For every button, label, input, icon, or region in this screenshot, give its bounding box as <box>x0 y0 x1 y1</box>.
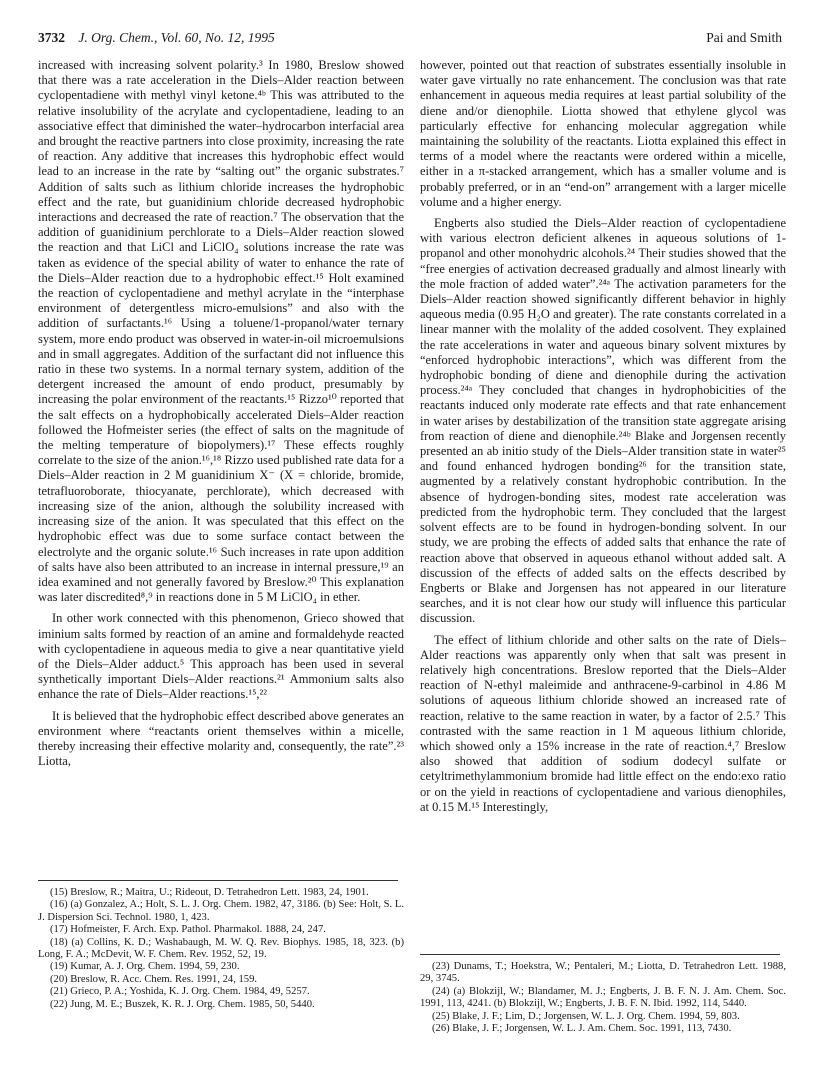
header-authors: Pai and Smith <box>706 30 782 45</box>
left-column <box>38 58 404 775</box>
footnote-rule <box>420 954 780 955</box>
body-paragraph: Engberts also studied the Diels–Alder reaction of cyclopentadiene with various electron deficient alkenes in aqueous solutions of 1-propanol and other monohydric alcohols.²⁴ Their studies showed that the “free energies of activation decreased gradually and almost linearly with the mole fraction of added water”.²⁴ᵃ The activation parameters for the Diels–Alder reaction showed significantly different behavior in highly aqueous media (0.95 H₂O and greater). The rate constants correlated in a linear manner with the molality of the added cosolvent. They explained the rate accelerations in water and aqueous binary solvent mixtures by “enforced hydrophobic interactions”, which was different from the hydrophobic bonding of diene and dienophile during the activation process.²⁴ᵃ They concluded that changes in hydrophobicities of the reactants induced only moderate rate effects and that rate enhancement in water arises by destabilization of the transition state aggregate arising from reaction of diene and dienophile.²⁴ᵇ Blake and Jorgensen recently presented an ab initio study of the Diels–Alder transition state in water²⁵ and found enhanced hydrogen bonding²⁶ for the transition state, augmented by a relatively constant hydrophobic contribution. In the absence of hydrogen-bonding sites, modest rate acceleration was predicted from the hydrophobic term. They concluded that the largest solvent effects are to be found in hydrogen-bonding solvent. In our study, we are probing the effects of added salts that enhance the rate of reaction above that observed in aqueous ethanol without added salt. A discussion of the effects of added salts on the effects described by Engberts or Blake and Jorgensen has not appeared in our literature searches, and it is not clear how our study will influence this particular discussion. <box>420 216 786 626</box>
reference: (16) (a) Gonzalez, A.; Holt, S. L. J. Org. Chem. 1982, 47, 3186. (b) See: Holt, S. L. J. Dispersion Sci. Technol. 1980, 1, 423. <box>38 899 404 923</box>
journal-citation: J. Org. Chem., Vol. 60, No. 12, 1995 <box>78 30 275 45</box>
header-left <box>38 30 275 46</box>
reference: (24) (a) Blokzijl, W.; Blandamer, M. J.; Engberts, J. B. F. N. J. Am. Chem. Soc. 1991, 113, 4241. (b) Blokzijl, W.; Engberts, J. B. F. N. Ibid. 1992, 114, 5440. <box>420 985 786 1010</box>
body-paragraph: The effect of lithium chloride and other salts on the rate of Diels–Alder reactions was apparently only when that salt was present in relatively high concentrations. Breslow reported that the Diels–Alder reaction of N-ethyl maleimide and anthracene-9-carbinol in 4.86 M solutions of aqueous lithium chloride showed an increased rate of reaction, relative to the same reaction in water, by a factor of 2.5.⁷ This contrasted with the same reaction in 1 M aqueous lithium chloride, which showed only a 15% increase in the rate of reaction.⁴,⁷ Breslow also showed that addition of sodium dodecyl sulfate or cetyltrimethylammonium bromide had little effect on the endo:exo ratio or on the yield in reactions of cyclopentadiene and various dienophiles, at 0.15 M.¹⁵ Interestingly, <box>420 632 786 814</box>
footnotes-right <box>420 954 786 1035</box>
reference: (19) Kumar, A. J. Org. Chem. 1994, 59, 230. <box>50 961 240 973</box>
reference: (15) Breslow, R.; Maitra, U.; Rideout, D. Tetrahedron Lett. 1983, 24, 1901. <box>50 887 369 898</box>
body-paragraph: however, pointed out that reaction of substrates essentially insoluble in water gave virtually no rate enhancement. The conclusion was that rate enhancement in aqueous media requires at least partial solubility of the diene and/or dienophile. Liotta showed that ethylene glycol was particularly effective for enhancing molecular aggregation while maintaining the solubility of the reactants. Liotta explained this effect in terms of a model where the reactants were ordered within a micelle, either in a π-stacked arrangement, which has a smaller volume and is probably preferred, or in an “end-on” arrangement with a larger micelle volume and a higher energy. <box>420 58 786 209</box>
body-paragraph: increased with increasing solvent polarity.³ In 1980, Breslow showed that there was a rate acceleration in the Diels–Alder reaction between cyclopentadiene with methyl vinyl ketone.⁴ᵇ This was attributed to the relative insolubility of the acrylate and cyclopentadiene, leading to an associative effect that diminished the water–hydrocarbon interfacial area and brought the reactive partners into close proximity, increasing the rate of reaction. Any additive that increases this hydrophobic effect would lead to an increase in the rate by “salting out” the organic substrates.⁷ Addition of salts such as lithium chloride increases the hydrophobic effect and the rate, but guanidinium chloride decreased hydrophobic interactions and decreased the rate of reaction.⁷ The observation that the addition of guanidinium perchlorate to a Diels–Alder reaction slowed the reaction and that LiCl and LiClO₄ solutions increase the rate was taken as evidence of the special ability of water to enhance the rate of the Diels–Alder reaction due to a hydrophobic effect.¹⁵ Holt examined the reaction of cyclopentadiene and methyl acrylate in the “interphase environment of detergentless micro-emulsions” and also with the addition of surfactants.¹⁶ Using a toluene/1-propanol/water ternary system, more endo product was observed in water-in-oil microemulsions and in small aggregates. Addition of the surfactant did not influence this ratio in these two systems. In a normal ternary system, addition of the detergent increased the amount of endo product, presumably by increasing the polar environment of the reactants.¹⁵ Rizzo¹⁰ reported that the salt effects on a hydrophobically accelerated Diels–Alder reaction followed the Hofmeister series (the effect of salts on the magnitude of the melting temperature of biopolymers).¹⁷ These effects roughly correlate to the size of the anion.¹⁶,¹⁸ Rizzo used published rate data for a Diels–Alder reaction in 2 M guanidinium X⁻ (X = chloride, bromide, tetrafluoroborate, thiocyanate, perchlorate), which decreased with increasing size of the anion, although the solubility increased with increasing size of the anion. It was speculated that this effect on the hydrophobic effect was due to some surface contact between the electrolyte and the organic solute.¹⁶ Such increases in rate upon addition of salts have also been attributed to an increase in internal pressure,¹⁹ an idea examined and not generally favored by Breslow.²⁰ This explanation was later discredited⁸,⁹ in reactions done in 5 M LiClO₄ in ether. <box>38 58 404 605</box>
reference: (23) Dunams, T.; Hoekstra, W.; Pentaleri, M.; Liotta, D. Tetrahedron Lett. 1988, 29, 3745. <box>420 961 786 985</box>
right-column <box>420 58 786 821</box>
reference: (17) Hofmeister, F. Arch. Exp. Pathol. Pharmakol. 1888, 24, 247. <box>50 924 326 936</box>
reference: (21) Grieco, P. A.; Yoshida, K. J. Org. Chem. 1984, 49, 5257. <box>50 986 310 998</box>
running-header <box>38 30 782 48</box>
footnote-rule <box>38 880 398 881</box>
body-paragraph: It is believed that the hydrophobic effect described above generates an environment where “reactants orient themselves within a micelle, thereby increasing their effective molarity and, consequently, the rate”.²³ Liotta, <box>38 708 404 769</box>
footnotes-left <box>38 880 404 1011</box>
body-paragraph: In other work connected with this phenomenon, Grieco showed that iminium salts formed by reaction of an amine and formaldehyde reacted with cyclopentadiene in aqueous media to give a near quantitative yield of the Diels–Alder adduct.⁵ This approach has been used in several synthetically important Diels–Alder reactions.²¹ Ammonium salts also enhance the rate of Diels–Alder reactions.¹⁵,²² <box>38 611 404 702</box>
reference: (26) Blake, J. F.; Jorgensen, W. L. J. Am. Chem. Soc. 1991, 113, 7430. <box>432 1023 732 1035</box>
page-number: 3732 <box>38 30 65 45</box>
reference: (25) Blake, J. F.; Lim, D.; Jorgensen, W. L. J. Org. Chem. 1994, 59, 803. <box>432 1010 740 1022</box>
reference: (18) (a) Collins, K. D.; Washabaugh, M. W. Q. Rev. Biophys. 1985, 18, 323. (b) Long, F. A.; McDevit, W. F. Chem. Rev. 1952, 52, 19. <box>38 936 404 961</box>
reference: (20) Breslow, R. Acc. Chem. Res. 1991, 24, 159. <box>50 973 258 985</box>
reference: (22) Jung, M. E.; Buszek, K. R. J. Org. Chem. 1985, 50, 5440. <box>50 998 315 1010</box>
